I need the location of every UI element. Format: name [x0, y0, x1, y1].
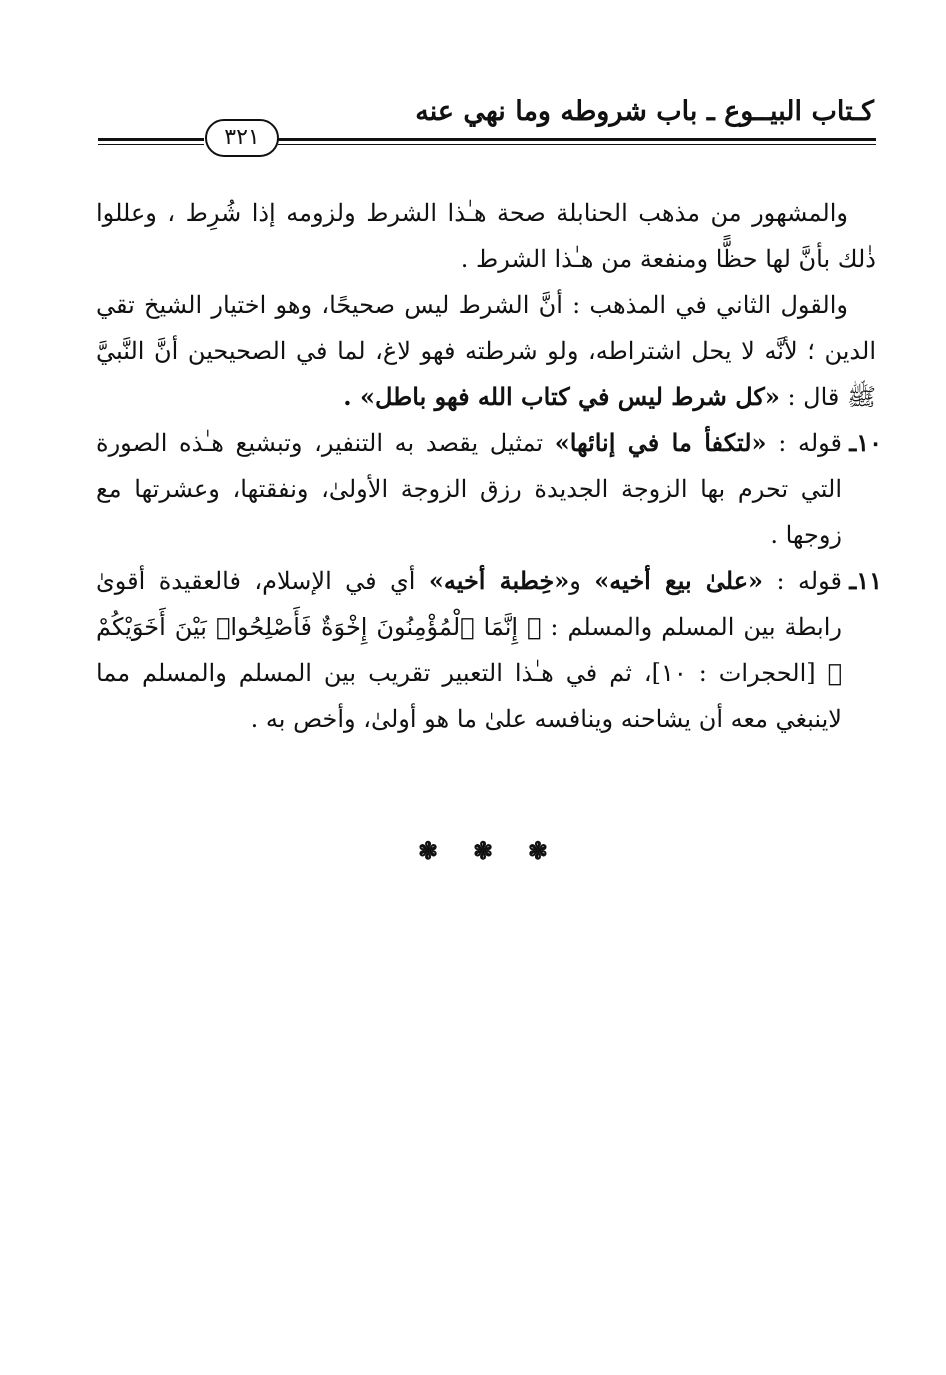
separator-star-icon: ❃ — [527, 836, 548, 865]
hadith-quote: «كل شرط ليس في كتاب الله فهو باطل» . — [343, 382, 780, 411]
paragraph-2 — [96, 282, 876, 420]
note-number-11: ١١ـ — [849, 566, 882, 595]
paragraph-2-text: والقول الثاني في المذهب : أنَّ الشرط ليس صحيحًا، وهو اختيار الشيخ تقي الدين ؛ لأنَّه لا يحل اشتراطه، ولو شرطته فهو لاغ، لما في الصحيحين أنَّ النَّبيَّ ﷺ قال : — [96, 291, 876, 411]
separator-star-icon: ❃ — [472, 836, 494, 865]
section-separator — [418, 836, 548, 865]
separator-star-icon: ❃ — [418, 836, 439, 865]
note-10-quote: «لتكفأ ما في إنائها» — [554, 428, 767, 457]
header-rule-right — [278, 138, 876, 141]
note-11-quote-2: «خِطبة أخيه» — [428, 566, 570, 595]
page-body — [96, 190, 882, 742]
paragraph-1: والمشهور من مذهب الحنابلة صحة هـٰذا الشرط ولزومه إذا شُرِط ، وعللوا ذٰلك بأنَّ لها حظًّا ومنفعة من هـٰذا الشرط . — [96, 199, 876, 273]
quran-verse: ﴿ إِنَّمَا ٱلْمُؤْمِنُونَ إِخْوَةٌ فَأَصْلِحُوا۟ بَيْنَ أَخَوَيْكُمْ ﴾ — [96, 613, 842, 687]
note-item-10 — [96, 420, 882, 558]
note-10-text: تمثيل يقصد به التنفير، وتبشيع هـٰذه الصورة التي تحرم بها الزوجة الجديدة رزق الزوجة الأولىٰ، ونفقتها، وعشرتها مع زوجها . — [96, 429, 842, 549]
running-head-title: كـتاب البيــوع ـ باب شروطه وما نهي عنه — [415, 96, 874, 127]
note-number-10: ١٠ـ — [849, 428, 882, 457]
header-rule-left — [98, 138, 204, 141]
note-11-quote-1: «علىٰ بيع أخيه» — [594, 566, 764, 595]
note-11-text-2: [الحجرات : ١٠]، ثم في هـٰذا التعبير تقريب بين المسلم والمسلم مما لاينبغي معه أن يشاحنه وينافسه علىٰ ما هو أولىٰ، وأخص به . — [96, 659, 842, 733]
note-11-connector: و — [569, 567, 595, 595]
note-item-11 — [96, 558, 882, 742]
note-11-lead: قوله : — [763, 567, 842, 595]
page-number: ٣٢١ — [205, 119, 279, 157]
note-10-lead: قوله : — [766, 429, 842, 457]
note-11-text-1: أي في الإسلام، فالعقيدة أقوىٰ رابطة بين المسلم والمسلم : — [96, 567, 842, 641]
